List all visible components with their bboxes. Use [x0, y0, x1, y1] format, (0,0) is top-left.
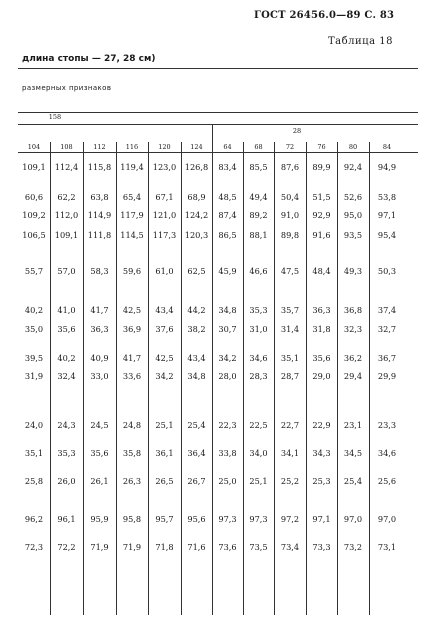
table-cell: 42,5	[155, 353, 174, 363]
table-cell: 32,3	[343, 324, 363, 334]
table-cell: 124,2	[184, 210, 209, 220]
table-cell: 119,4	[120, 162, 144, 172]
table-cell: 32,7	[377, 324, 397, 334]
table-cell: 63,8	[90, 192, 109, 202]
table-cell: 115,8	[87, 162, 112, 172]
table-cell: 34,6	[249, 353, 268, 363]
table-cell: 95,9	[90, 514, 109, 524]
table-cell: 33,6	[122, 371, 142, 381]
table-cell: 35,8	[122, 448, 142, 458]
table-cell: 73,2	[343, 542, 363, 552]
table-subtitle: размерных признаков	[22, 84, 112, 92]
table-cell: 34,6	[377, 448, 397, 458]
table-cell: 30,7	[218, 324, 237, 334]
table-cell: 97,3	[218, 514, 237, 524]
column-header: 116	[125, 143, 139, 151]
table-cell: 35,6	[57, 324, 76, 334]
table-cell: 36,7	[377, 353, 397, 363]
table-cell: 95,7	[155, 514, 174, 524]
column-header: 108	[60, 143, 73, 151]
table-cell: 47,5	[280, 266, 300, 276]
table-cell: 29,9	[377, 371, 397, 381]
table-cell: 40,2	[24, 305, 44, 315]
table-cell: 40,2	[57, 353, 76, 363]
table-cell: 33,8	[218, 448, 237, 458]
table-cell: 25,2	[280, 476, 300, 486]
table-cell: 106,5	[22, 230, 46, 240]
table-cell: 68,9	[187, 192, 206, 202]
table-cell: 34,0	[249, 448, 268, 458]
table-cell: 40,9	[90, 353, 109, 363]
table-cell: 97,2	[280, 514, 300, 524]
table-cell: 89,8	[280, 230, 300, 240]
table-cell: 32,4	[57, 371, 76, 381]
table-cell: 50,4	[280, 192, 300, 202]
table-cell: 36,2	[343, 353, 363, 363]
table-cell: 24,0	[24, 420, 44, 430]
column-header: 76	[317, 143, 326, 151]
table-cell: 41,7	[122, 353, 142, 363]
table-cell: 34,8	[187, 371, 206, 381]
table-cell: 25,4	[187, 420, 206, 430]
table-cell: 38,2	[187, 324, 206, 334]
table-cell: 36,1	[155, 448, 174, 458]
table-cell: 71,9	[90, 542, 109, 552]
table-cell: 95,6	[187, 514, 206, 524]
table-cell: 73,5	[249, 542, 268, 552]
table-label: Таблица 18	[328, 36, 393, 47]
group-label: 28	[292, 127, 302, 135]
table-cell: 31,8	[312, 324, 331, 334]
table-cell: 120,3	[184, 230, 209, 240]
table-cell: 97,0	[377, 514, 397, 524]
table-cell: 52,6	[343, 192, 363, 202]
table-cell: 34,2	[218, 353, 237, 363]
table-cell: 33,0	[90, 371, 109, 381]
table-cell: 35,3	[57, 448, 76, 458]
table-cell: 23,3	[377, 420, 397, 430]
table-cell: 36,9	[122, 324, 142, 334]
table-cell: 25,1	[249, 476, 268, 486]
table-cell: 41,0	[57, 305, 76, 315]
table-cell: 24,5	[90, 420, 109, 430]
table-cell: 35,6	[312, 353, 331, 363]
table-cell: 83,4	[218, 162, 237, 172]
table-cell: 26,0	[57, 476, 76, 486]
column-header: 120	[158, 143, 171, 151]
table-cell: 86,5	[218, 230, 237, 240]
table-cell: 44,2	[187, 305, 206, 315]
table-cell: 73,3	[312, 542, 331, 552]
table-cell: 22,5	[249, 420, 268, 430]
table-cell: 71,9	[122, 542, 142, 552]
table-cell: 35,0	[24, 324, 44, 334]
table-cell: 95,8	[122, 514, 142, 524]
table-cell: 92,4	[343, 162, 363, 172]
table-cell: 73,6	[218, 542, 237, 552]
table-cell: 67,1	[155, 192, 174, 202]
table-cell: 42,5	[122, 305, 142, 315]
table-cell: 22,3	[218, 420, 237, 430]
table-cell: 109,1	[54, 230, 79, 240]
table-cell: 39,5	[24, 353, 44, 363]
group-label: 158	[48, 113, 62, 121]
table-cell: 95,4	[377, 230, 397, 240]
table-cell: 97,0	[343, 514, 363, 524]
table-cell: 45,9	[218, 266, 237, 276]
table-cell: 35,7	[280, 305, 300, 315]
table-cell: 34,2	[155, 371, 174, 381]
table-cell: 87,4	[218, 210, 237, 220]
table-cell: 25,0	[218, 476, 237, 486]
group-rule	[18, 124, 418, 125]
table-cell: 72,2	[57, 542, 76, 552]
table-cell: 71,8	[155, 542, 174, 552]
table-cell: 60,6	[24, 192, 44, 202]
table-cell: 58,3	[90, 266, 109, 276]
title-rule	[18, 68, 418, 69]
table-cell: 73,4	[280, 542, 300, 552]
table-top-rule	[18, 112, 418, 113]
table-cell: 121,0	[152, 210, 177, 220]
table-cell: 97,1	[377, 210, 397, 220]
column-header-rule	[18, 152, 418, 153]
table-cell: 97,1	[312, 514, 331, 524]
column-header: 64	[223, 143, 232, 151]
column-header: 80	[348, 143, 358, 151]
table-cell: 109,1	[22, 162, 46, 172]
table-cell: 43,4	[187, 353, 206, 363]
table-cell: 35,1	[24, 448, 44, 458]
table-cell: 53,8	[377, 192, 397, 202]
table-cell: 89,2	[249, 210, 268, 220]
table-cell: 85,5	[249, 162, 268, 172]
table-cell: 25,6	[377, 476, 397, 486]
table-cell: 26,3	[122, 476, 142, 486]
table-cell: 112,0	[54, 210, 79, 220]
table-cell: 62,2	[57, 192, 76, 202]
table-cell: 35,6	[90, 448, 109, 458]
column-header: 72	[285, 143, 295, 151]
table-cell: 31,0	[249, 324, 268, 334]
table-cell: 43,4	[155, 305, 174, 315]
table-cell: 91,6	[312, 230, 331, 240]
table-cell: 88,1	[249, 230, 268, 240]
table-cell: 34,8	[218, 305, 237, 315]
table-cell: 31,4	[280, 324, 300, 334]
table-cell: 28,0	[218, 371, 237, 381]
table-cell: 28,7	[280, 371, 300, 381]
table-cell: 117,3	[152, 230, 177, 240]
table-cell: 123,0	[152, 162, 177, 172]
table-cell: 114,9	[87, 210, 112, 220]
table-cell: 24,3	[57, 420, 76, 430]
table-cell: 71,6	[187, 542, 206, 552]
table-cell: 55,7	[24, 266, 44, 276]
table-cell: 62,5	[187, 266, 206, 276]
table-cell: 49,4	[249, 192, 268, 202]
table-cell: 72,3	[24, 542, 44, 552]
table-cell: 109,2	[22, 210, 46, 220]
table-cell: 57,0	[57, 266, 76, 276]
table-cell: 48,4	[312, 266, 331, 276]
table-cell: 94,9	[377, 162, 397, 172]
table-cell: 22,7	[280, 420, 300, 430]
table-cell: 36,8	[343, 305, 363, 315]
table-cell: 73,1	[377, 542, 397, 552]
table-cell: 37,4	[377, 305, 397, 315]
table-cell: 36,3	[312, 305, 331, 315]
table-cell: 34,5	[343, 448, 363, 458]
table-cell: 89,9	[312, 162, 331, 172]
table-cell: 91,0	[280, 210, 300, 220]
table-cell: 22,9	[312, 420, 331, 430]
column-header: 68	[254, 143, 263, 151]
table-cell: 49,3	[343, 266, 363, 276]
table-cell: 41,7	[90, 305, 109, 315]
table-cell: 117,9	[120, 210, 144, 220]
table-cell: 96,1	[57, 514, 76, 524]
table-cell: 26,1	[90, 476, 109, 486]
table-cell: 35,3	[249, 305, 268, 315]
table-cell: 26,5	[155, 476, 174, 486]
table-cell: 50,3	[377, 266, 397, 276]
table-cell: 92,9	[312, 210, 331, 220]
column-header: 84	[382, 143, 392, 151]
table-cell: 61,0	[155, 266, 174, 276]
table-cell: 35,1	[280, 353, 300, 363]
table-title: длина стопы — 27, 28 см)	[22, 54, 156, 64]
standard-header: ГОСТ 26456.0—89 С. 83	[254, 10, 395, 21]
column-header: 104	[27, 143, 41, 151]
table-cell: 112,4	[54, 162, 79, 172]
table-cell: 96,2	[24, 514, 44, 524]
table-cell: 93,5	[343, 230, 363, 240]
table-cell: 36,3	[90, 324, 109, 334]
table-cell: 34,3	[312, 448, 331, 458]
table-cell: 25,8	[24, 476, 44, 486]
table-cell: 28,3	[249, 371, 268, 381]
table-cell: 114,5	[120, 230, 144, 240]
table-cell: 29,0	[312, 371, 331, 381]
table-cell: 46,6	[249, 266, 268, 276]
table-cell: 31,9	[24, 371, 44, 381]
table-cell: 126,8	[184, 162, 209, 172]
table-cell: 25,3	[312, 476, 331, 486]
table-cell: 29,4	[343, 371, 363, 381]
table-cell: 25,4	[343, 476, 363, 486]
table-cell: 97,3	[249, 514, 268, 524]
table-cell: 23,1	[343, 420, 363, 430]
table-cell: 65,4	[122, 192, 142, 202]
table-cell: 24,8	[122, 420, 142, 430]
column-header: 124	[190, 143, 203, 151]
table-cell: 25,1	[155, 420, 174, 430]
table-cell: 59,6	[122, 266, 142, 276]
table-cell: 111,8	[87, 230, 112, 240]
table-cell: 37,6	[155, 324, 174, 334]
table-cell: 51,5	[312, 192, 331, 202]
table-cell: 36,4	[187, 448, 206, 458]
column-header: 112	[93, 143, 106, 151]
table-cell: 26,7	[187, 476, 206, 486]
table-cell: 87,6	[280, 162, 300, 172]
table-cell: 95,0	[343, 210, 363, 220]
table-cell: 48,5	[218, 192, 237, 202]
table-cell: 34,1	[280, 448, 300, 458]
